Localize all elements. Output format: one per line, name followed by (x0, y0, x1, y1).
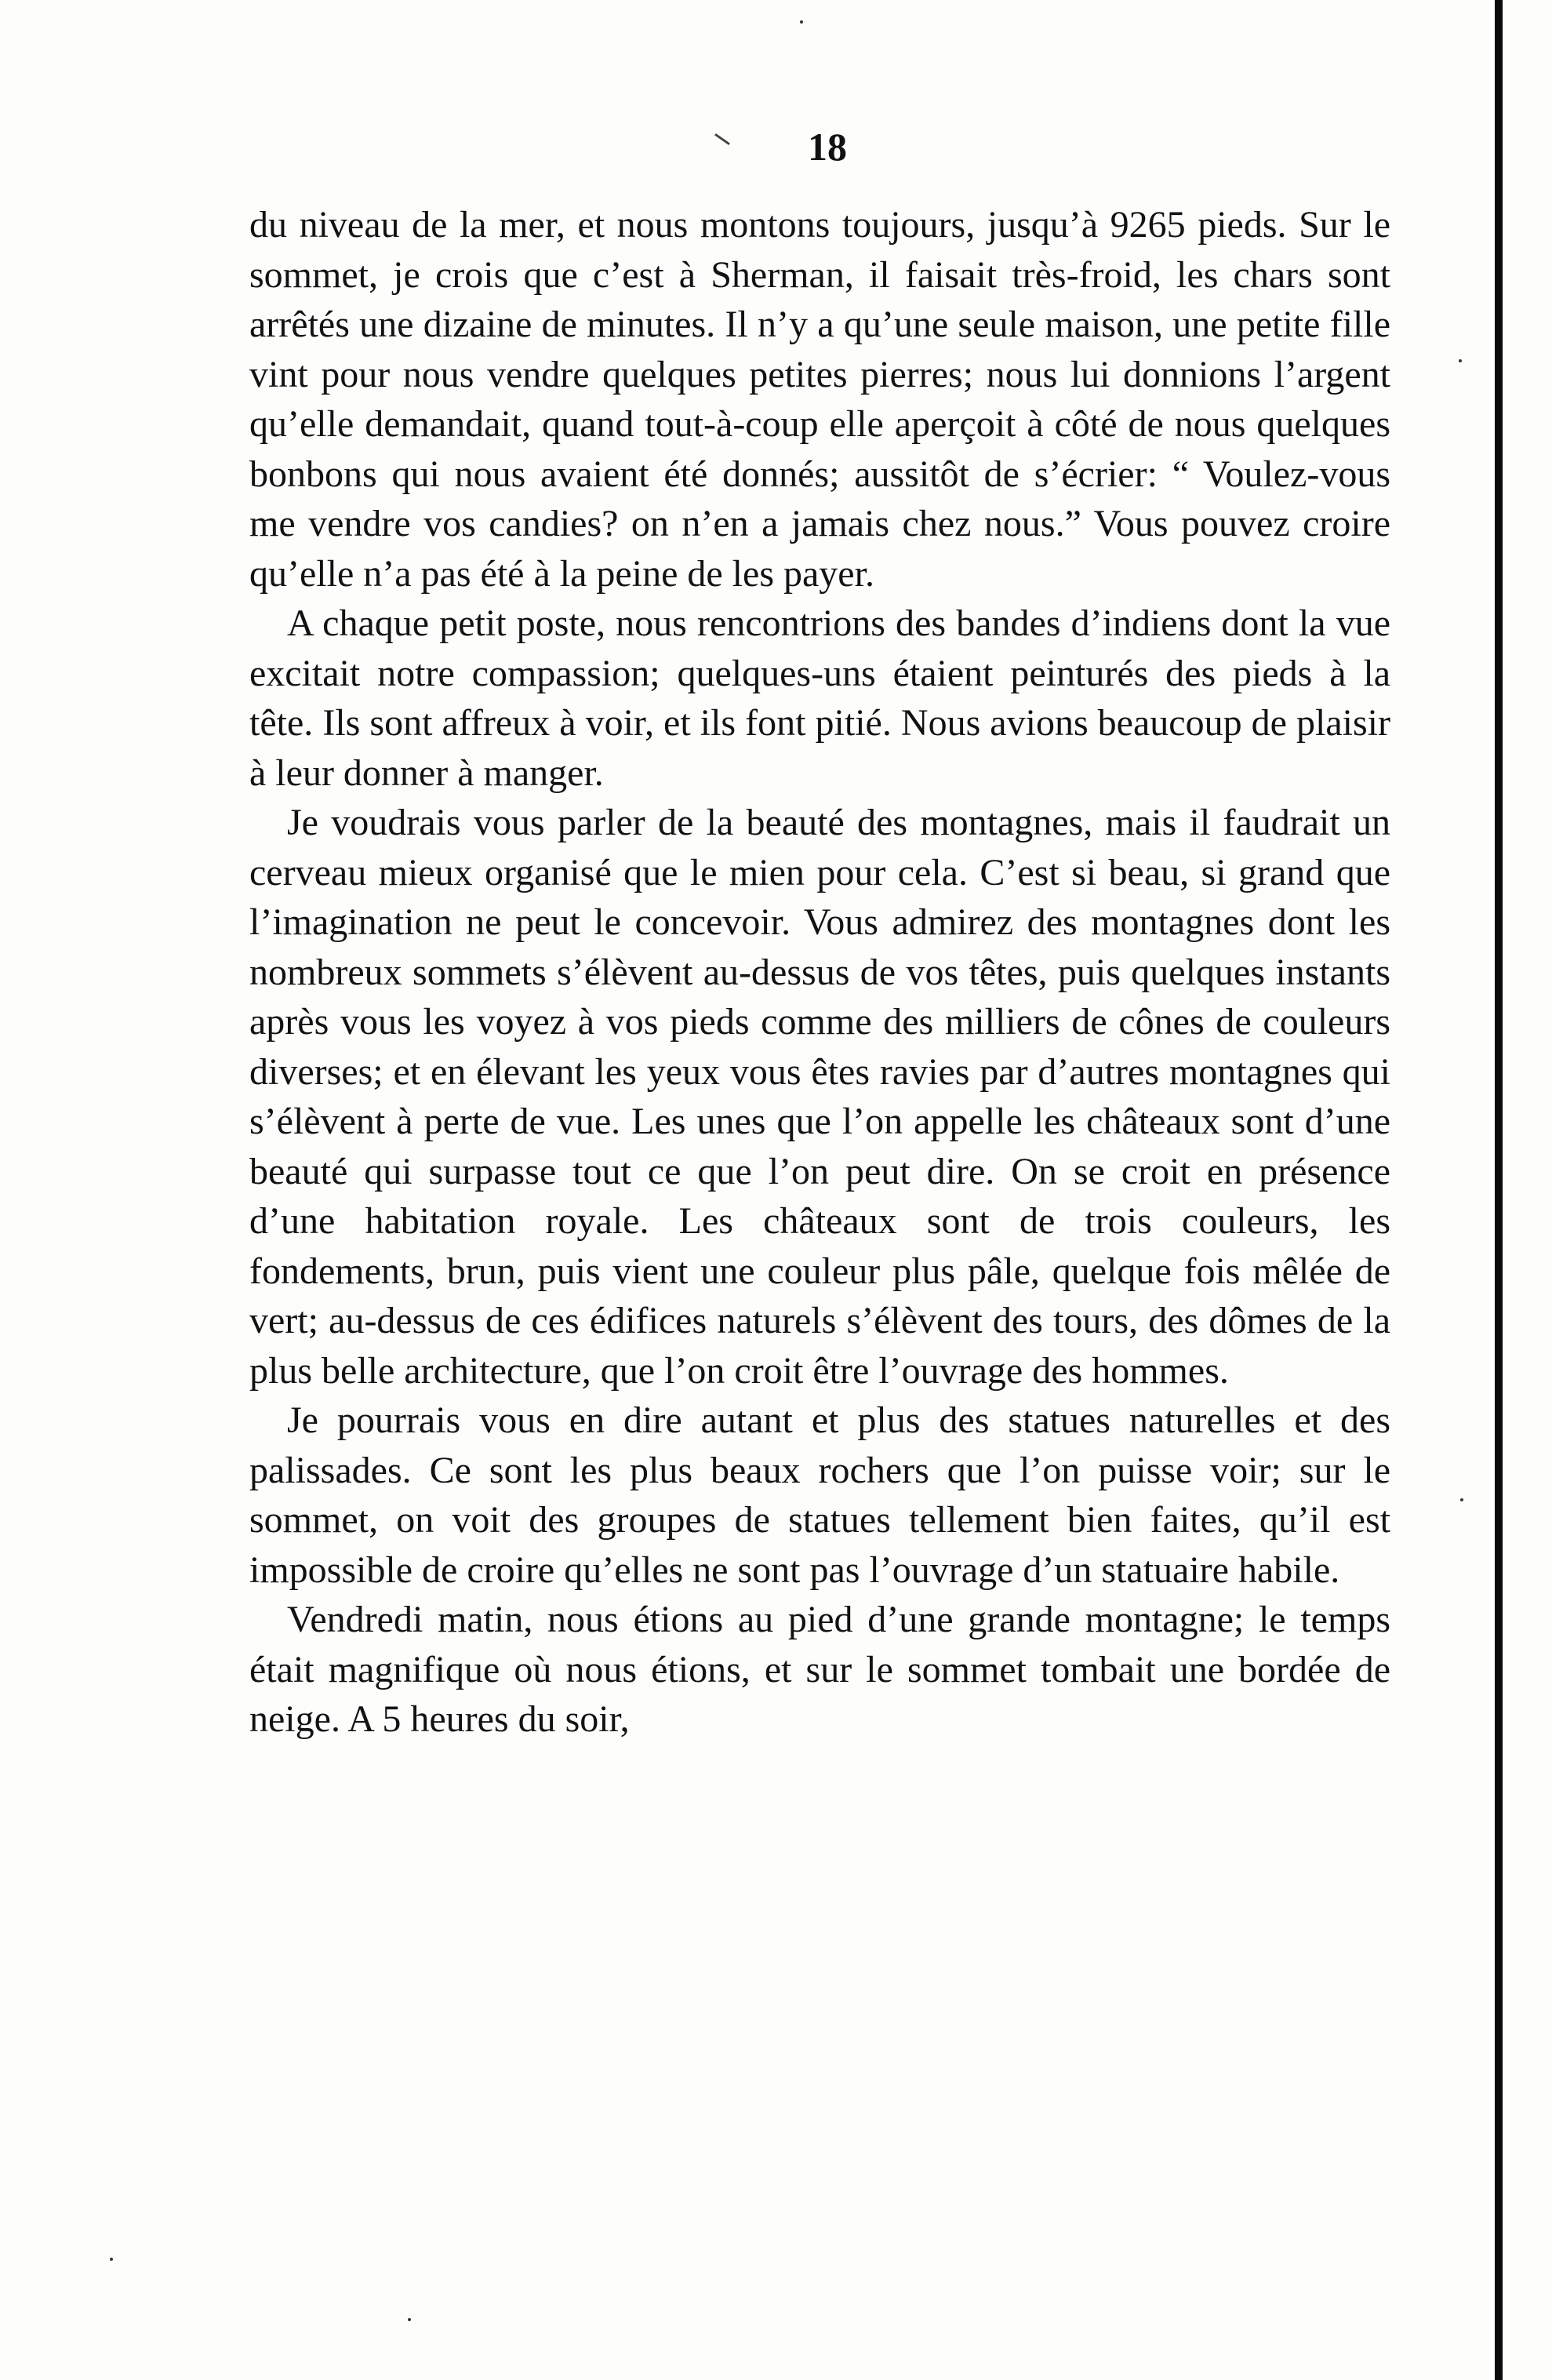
scan-speck (408, 2318, 411, 2321)
scan-speck (800, 20, 803, 24)
paragraph-mountains: Je voudrais vous parler de la beauté des montagnes, mais il faudrait un cerveau mieux organisé que le mien pour cela. C’est si beau, si grand que l’imagination ne peut le concevoir. Vous admirez des montagnes dont les nombreux sommets s’élèvent au-dessus de vos têtes, puis quelques instants après vous les voyez à vos pieds comme des milliers de cônes de couleurs diverses; et en élevant les yeux vous êtes ravies par d’autres montagnes qui s’élèvent à perte de vue. Les unes que l’on appelle les châteaux sont d’une beauté qui surpasse tout ce que l’on peut dire. On se croit en présence d’une habitation royale. Les châteaux sont de trois couleurs, les fondements, brun, puis vient une couleur plus pâle, quelque fois mêlée de vert; au-dessus de ces édifices naturels s’élèvent des tours, des dômes de la plus belle architecture, que l’on croit être l’ouvrage des hommes. (249, 802, 1390, 1392)
scan-speck (1460, 1498, 1463, 1501)
page-mark (714, 133, 730, 145)
page-number: 18 (808, 125, 847, 169)
scan-edge-shadow (1495, 0, 1503, 2380)
scan-speck (1459, 359, 1462, 362)
paragraph-continuation: du niveau de la mer, et nous montons toujours, jusqu’à 9265 pieds. Sur le sommet, je crois que c’est à Sherman, il faisait très-froid, les chars sont arrêtés une dizaine de minutes. Il n’y a qu’une seule maison, une petite fille vint pour nous vendre quelques petites pierres; nous lui donnions l’argent qu’elle demandait, quand tout-à-coup elle aperçoit à côté de nous quelques bonbons qui nous avaient été donnés; aussitôt de s’écrier: “ Voulez-vous me vendre vos candies? on n’en a jamais chez nous.” Vous pouvez croire qu’elle n’a pas été à la peine de les payer. (249, 204, 1390, 595)
paragraph-friday: Vendredi matin, nous étions au pied d’une grande montagne; le temps était magnifique où nous étions, et sur le sommet tombait une bordée de neige. A 5 heures du soir, (249, 1599, 1390, 1740)
scan-speck (110, 2258, 113, 2261)
paragraph-indians: A chaque petit poste, nous rencontrions des bandes d’indiens dont la vue excitait notre compassion; quelques-uns étaient peinturés des pieds à la tête. Ils sont affreux à voir, et ils font pitié. Nous avions beaucoup de plaisir à leur donner à manger. (249, 602, 1390, 794)
body-text (249, 200, 1390, 1745)
paragraph-statues: Je pourrais vous en dire autant et plus des statues naturelles et des palissades. Ce sont les plus beaux rochers que l’on puisse voir; sur le sommet, on voit des groupes de statues tellement bien faites, qu’il est impossible de croire qu’elles ne sont pas l’ouvrage d’un statuaire habile. (249, 1399, 1390, 1591)
